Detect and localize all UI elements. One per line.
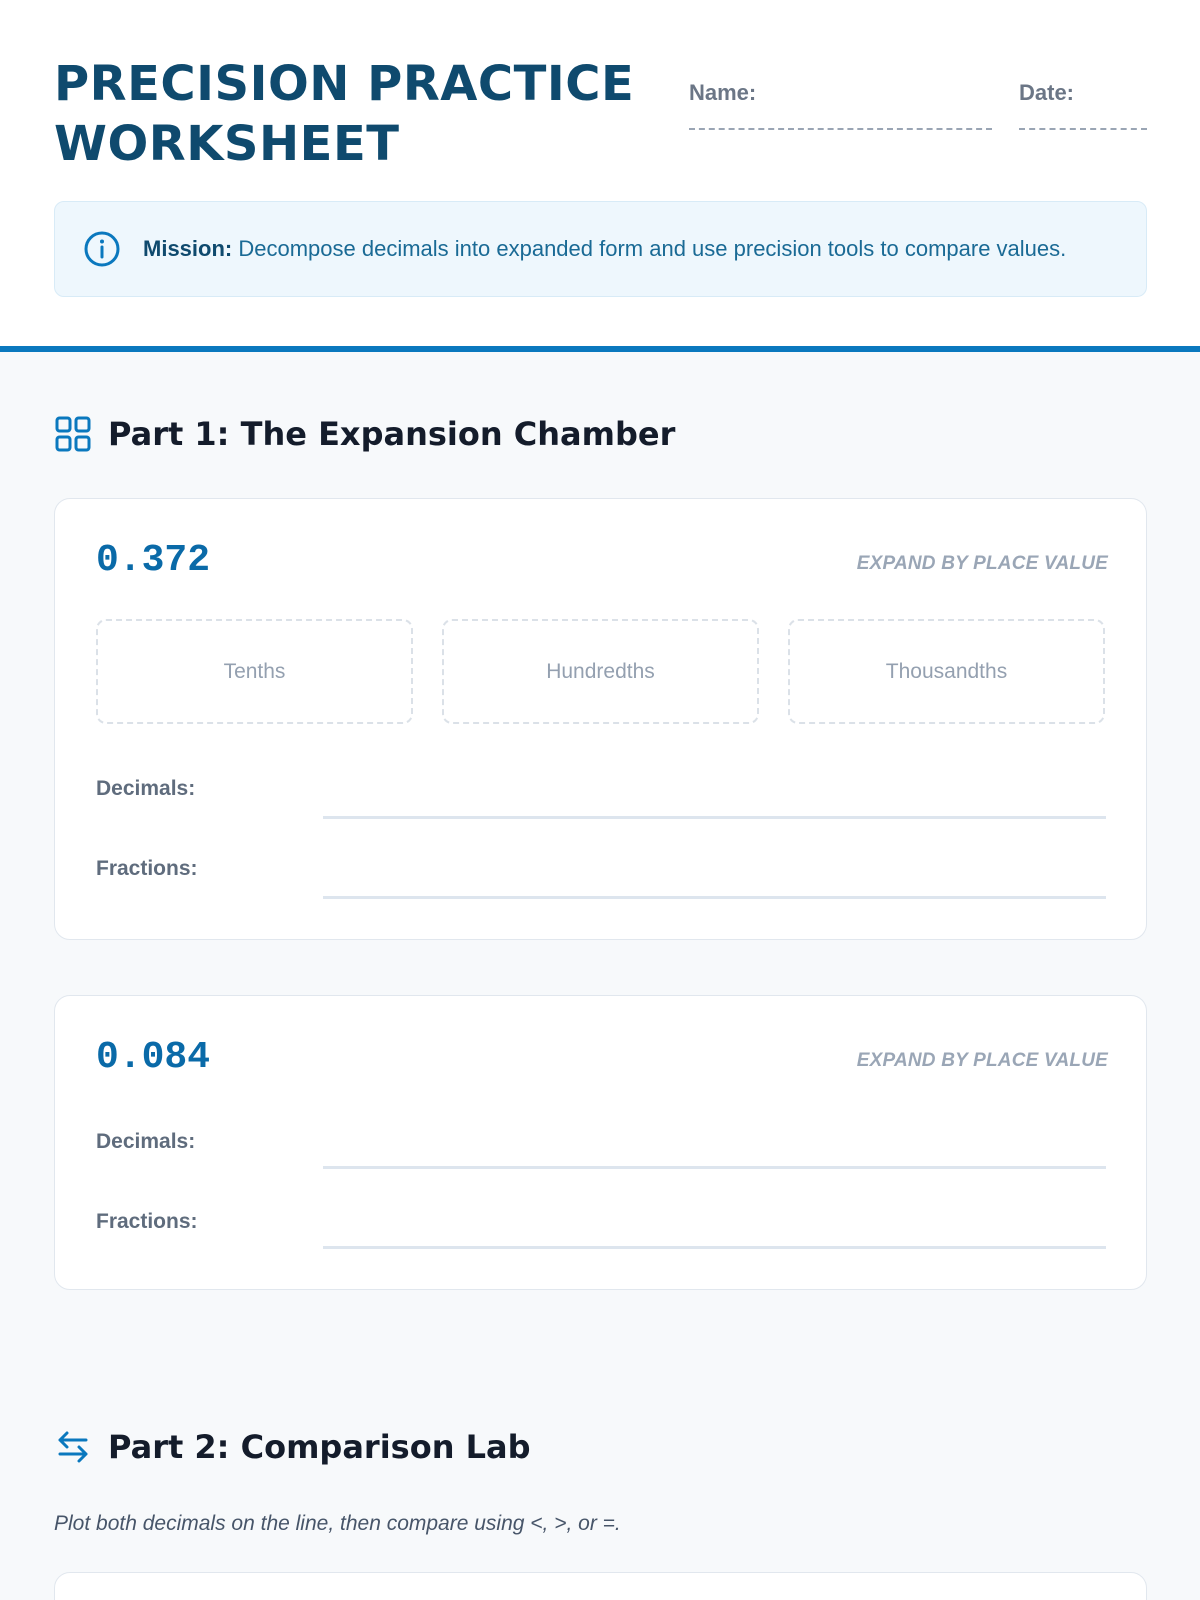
info-icon	[83, 230, 121, 268]
comparison-card	[54, 1572, 1147, 1600]
mission-banner	[54, 201, 1147, 297]
problem-number: 0.084	[96, 1036, 211, 1079]
problem-number: 0.372	[96, 539, 211, 582]
problem-card-2	[54, 995, 1147, 1290]
page-title	[54, 54, 634, 174]
fractions-answer-line[interactable]	[323, 1246, 1106, 1249]
problem-card-1	[54, 498, 1147, 940]
hundredths-box[interactable]: Hundredths	[442, 619, 759, 724]
decimals-answer-line[interactable]	[323, 816, 1106, 819]
name-field[interactable]	[689, 80, 992, 130]
decimals-label: Decimals:	[96, 1130, 196, 1153]
fractions-label: Fractions:	[96, 1210, 198, 1233]
name-blank-line[interactable]	[689, 128, 992, 130]
mission-label: Mission:	[143, 236, 233, 261]
part2-heading	[54, 1428, 531, 1466]
part1-heading	[54, 415, 675, 453]
date-field[interactable]	[1019, 80, 1147, 130]
decimals-label: Decimals:	[96, 777, 196, 800]
mission-text	[143, 236, 1066, 262]
title-line-2: WORKSHEET	[54, 116, 400, 172]
swap-arrows-icon	[54, 1428, 92, 1466]
fractions-answer-line[interactable]	[323, 896, 1106, 899]
worksheet-header	[0, 0, 1200, 352]
date-blank-line[interactable]	[1019, 128, 1147, 130]
grid-icon	[54, 415, 92, 453]
mission-description: Decompose decimals into expanded form and use precision tools to compare values.	[238, 236, 1067, 261]
title-line-1: PRECISION PRACTICE	[54, 56, 635, 112]
fractions-label: Fractions:	[96, 857, 198, 880]
part2-instructions: Plot both decimals on the line, then compare using <, >, or =.	[54, 1512, 621, 1535]
date-label: Date:	[1019, 80, 1075, 105]
tenths-box[interactable]: Tenths	[96, 619, 413, 724]
problem-hint: EXPAND BY PLACE VALUE	[856, 1050, 1108, 1071]
part2-title: Part 2: Comparison Lab	[108, 1428, 531, 1466]
decimals-answer-line[interactable]	[323, 1166, 1106, 1169]
name-label: Name:	[689, 80, 757, 105]
thousandths-box[interactable]: Thousandths	[788, 619, 1105, 724]
problem-hint: EXPAND BY PLACE VALUE	[856, 553, 1108, 574]
part1-title: Part 1: The Expansion Chamber	[108, 415, 676, 453]
